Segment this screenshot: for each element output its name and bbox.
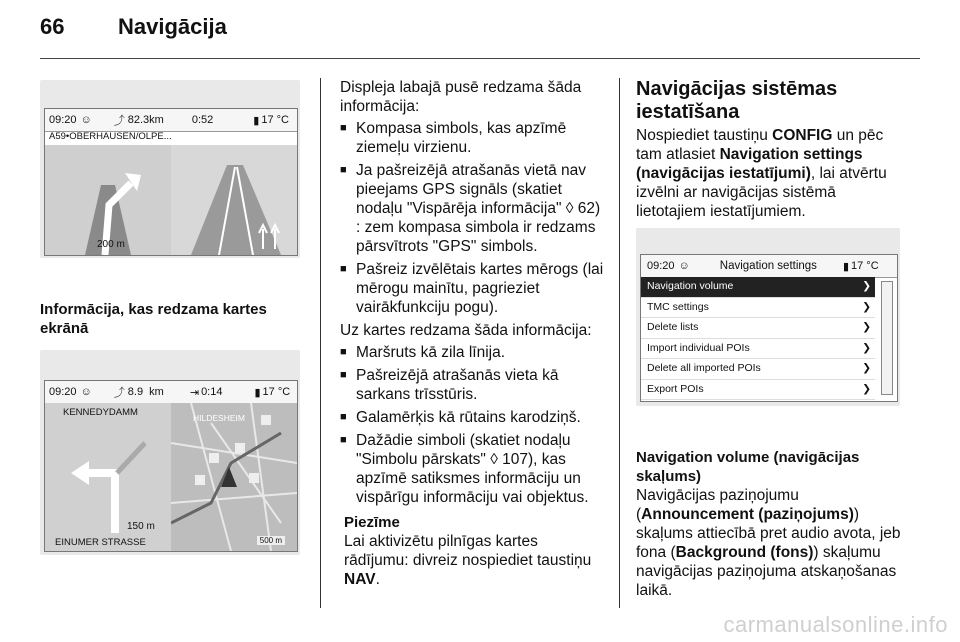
note-end: . [375, 571, 380, 588]
street-bottom: EINUMER STRASSE [55, 537, 146, 548]
clock: 09:20 [647, 260, 675, 272]
map-screenshot-1 [40, 80, 300, 258]
left-caption-block [40, 300, 300, 338]
settings-screen [640, 254, 898, 402]
temperature: 17 °C [261, 114, 289, 126]
figure-caption: Informācija, kas redzama kartes ekrānā [40, 301, 267, 337]
text-span: ) skaļums attiecībā pret audio avota, jeb fona ( [636, 506, 901, 561]
config-paragraph [636, 126, 906, 221]
smiley-icon: ☺ [80, 386, 92, 398]
column-divider-1 [320, 78, 321, 608]
config-key: CONFIG [772, 127, 833, 144]
menu-item-label: TMC settings [647, 300, 709, 313]
list-item: ■ Pašreizējā atrašanās vieta kā sarkans trīsstūris. [340, 366, 606, 404]
page-number: 66 [40, 14, 65, 39]
page-header [0, 0, 960, 60]
chevron-right-icon: ❯ [862, 341, 871, 354]
eta: 0:14 [201, 386, 223, 398]
map-roads-icon [171, 403, 297, 551]
subsection-heading: Navigation volume (navigācijas skaļums) [636, 449, 860, 485]
chevron-right-icon: ❯ [862, 321, 871, 333]
right-column-top [636, 78, 906, 221]
lane-view [171, 145, 297, 255]
lane-arrows-icon [171, 145, 297, 255]
smiley-icon: ☺ [80, 114, 92, 126]
watermark: carmanualsonline.info [723, 612, 948, 637]
status-bar [45, 109, 297, 132]
background-term: Background (fons) [675, 544, 814, 561]
intro-text: Displeja labajā pusē redzama šāda informācija: [340, 79, 582, 115]
map-scale: 500 m [257, 536, 285, 545]
status-bar [45, 381, 297, 404]
volume-paragraph [636, 486, 916, 600]
chevron-right-icon: ❯ [862, 300, 871, 313]
map-screenshot-2 [40, 350, 300, 555]
page-title: Navigācija [118, 14, 227, 39]
note-body: Lai aktivizētu pilnīgas kartes rādījumu: divreiz nospiediet taustiņu [344, 533, 592, 569]
smiley-icon: ☺ [678, 260, 690, 272]
display-info-list [340, 119, 606, 317]
thermometer-icon: ▮ [254, 386, 261, 399]
turn-panel [45, 403, 171, 551]
temperature: 17 °C [851, 260, 879, 272]
status-bar [641, 255, 897, 278]
intro-text-2: Uz kartes redzama šāda informācija: [340, 322, 592, 339]
eta: 0:52 [191, 114, 214, 126]
menu-item-import-pois[interactable] [641, 339, 875, 360]
menu-item-label: Export POIs [647, 382, 704, 395]
chevron-right-icon: ❯ [862, 362, 871, 374]
note-block [340, 513, 606, 589]
map-info-list [340, 343, 606, 507]
junction-view [45, 145, 171, 255]
menu-name: Navigation settings (navigācijas iestatījumi) [636, 146, 863, 182]
list-item: ■ Galamērķis kā rūtains karodziņš. [340, 408, 606, 427]
thermometer-icon: ▮ [253, 114, 260, 127]
text-span: un pēc tam atlasiet [636, 127, 884, 163]
text-span: Navigācijas paziņojumu ( [636, 487, 799, 523]
text-span: Nospiediet taustiņu [636, 127, 773, 144]
chevron-right-icon: ❯ [862, 382, 871, 395]
list-item: ■ Pašreiz izvēlētais kartes mērogs (lai mērogu mainītu, pagrieziet vairākfunkciju pogu). [340, 260, 606, 317]
middle-column [340, 78, 606, 589]
list-item: ■ Maršruts kā zila līnija. [340, 343, 606, 362]
place-label: HILDESHEIM [193, 413, 245, 423]
text-span: , lai atvērtu izvēlni ar navigācijas sistēmā lietotajiem iestatījumiem. [636, 165, 887, 220]
map-screen-2 [44, 380, 298, 552]
menu-item-navigation-volume[interactable] [641, 277, 875, 298]
menu-item-label: Delete all imported POIs [647, 362, 761, 374]
turn-distance: 150 m [127, 521, 155, 532]
clock: 09:20 [49, 386, 77, 398]
text-span: ) skaļumu navigācijas paziņojuma atskaņošanas laikā. [636, 544, 897, 599]
menu-item-delete-lists[interactable] [641, 318, 875, 339]
right-column-bottom [636, 448, 916, 600]
temperature: 17 °C [262, 386, 291, 398]
route-distance-icon: ⤴ [113, 387, 125, 399]
settings-screenshot [636, 228, 900, 406]
chevron-right-icon: ❯ [862, 280, 871, 292]
destination-arrow-icon: ⇥ [189, 386, 200, 399]
route-distance: 82.3km [127, 114, 164, 126]
nav-key: NAV [344, 571, 376, 588]
city-map [171, 403, 297, 551]
turn-distance: 200 m [97, 239, 125, 250]
screen-title: Navigation settings [719, 260, 817, 272]
menu-item-tmc-settings[interactable] [641, 298, 875, 319]
note-text [344, 532, 606, 589]
route-distance: 8.9 km [127, 386, 164, 398]
section-heading: Navigācijas sistēmas iestatīšana [636, 78, 838, 123]
clock: 09:20 [49, 114, 77, 126]
map-screen-1 [44, 108, 298, 256]
menu-item-label: Navigation volume [647, 280, 734, 292]
announcement-term: Announcement (paziņojums) [641, 506, 854, 523]
menu-item-label: Delete lists [647, 321, 699, 333]
settings-menu [641, 277, 875, 400]
street-top: KENNEDYDAMM [63, 407, 138, 418]
scrollbar[interactable] [881, 281, 893, 395]
list-item: ■ Kompasa simbols, kas apzīmē ziemeļu virzienu. [340, 119, 606, 157]
thermometer-icon: ▮ [842, 260, 849, 273]
menu-item-delete-imported-pois[interactable] [641, 359, 875, 380]
header-rule [40, 58, 920, 59]
list-item: ■ Ja pašreizējā atrašanās vietā nav pieejams GPS signāls (skatiet nodaļu "Vispārēja informācija" ◊ 62) : zem kompasa simbola ir redzams pārsvītrots "GPS" simbols. [340, 161, 606, 256]
list-item: ■ Dažādie simboli (skatiet nodaļu "Simbolu pārskats" ◊ 107), kas apzīmē satiksmes informāciju un vispārīgu informāciju vai objektus. [340, 431, 606, 507]
route-distance-icon: ⤴ [113, 115, 125, 127]
menu-item-label: Import individual POIs [647, 341, 750, 354]
note-title: Piezīme [344, 514, 400, 531]
street-name: A59•OBERHAUSEN/OLPE... [49, 131, 172, 142]
column-divider-2 [619, 78, 620, 608]
menu-item-export-pois[interactable] [641, 380, 875, 401]
